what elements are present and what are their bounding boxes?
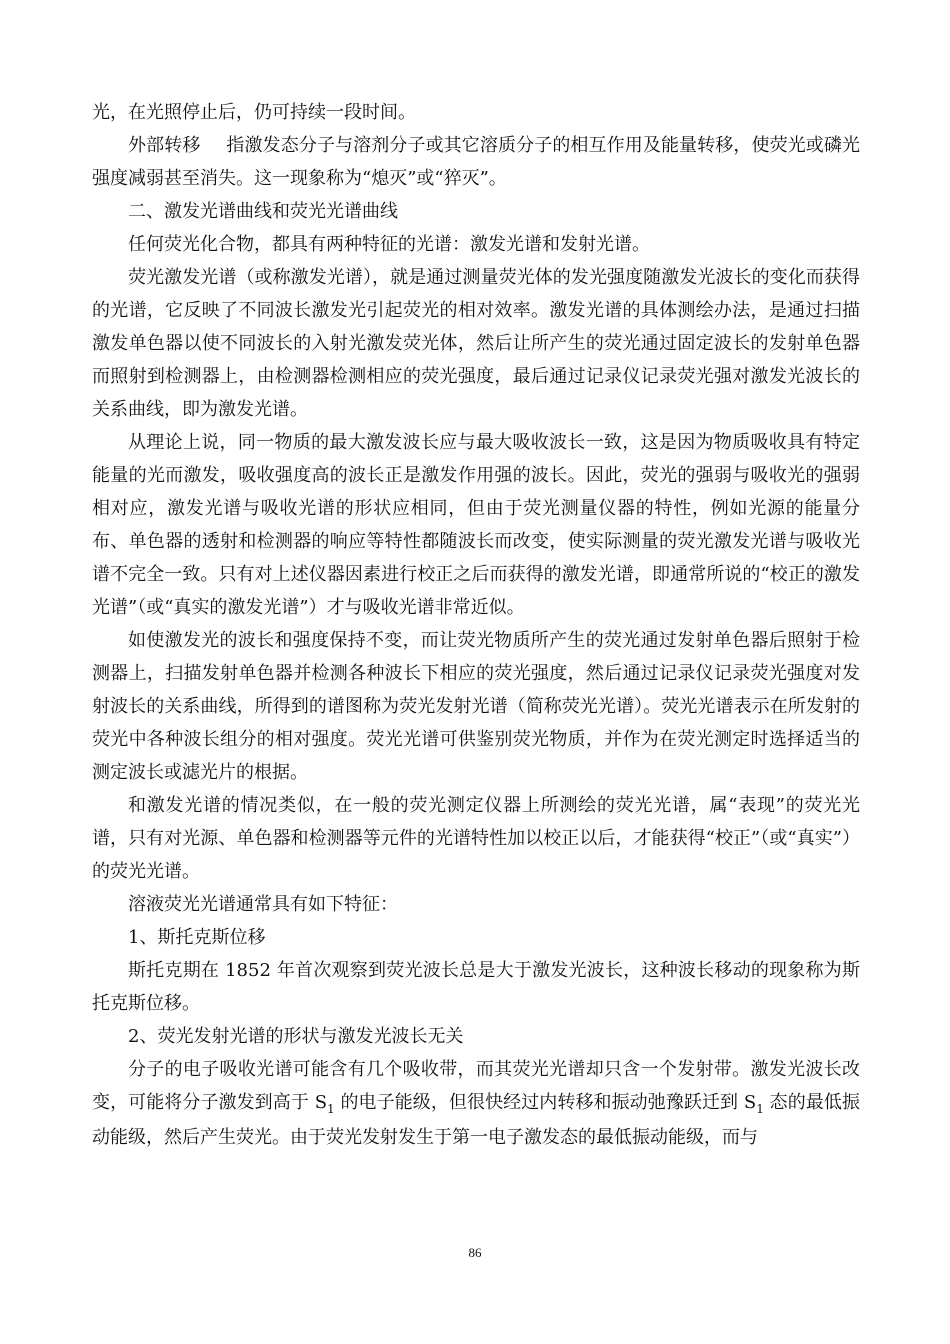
section-heading: 二、激发光谱曲线和荧光光谱曲线 [128, 201, 398, 222]
text-segment: 分子的电子吸收光谱可能含有几个吸收带，而其荧光光谱却只含一个发射带。激发光波长改变，可能将分子激发到高于 S [92, 1059, 860, 1113]
text-segment: 的电子能级，但很快经过内转移和振动弛豫跃迁到 S [334, 1092, 757, 1113]
paragraph: 任何荧光化合物，都具有两种特征的光谱：激发光谱和发射光谱。 [128, 234, 650, 255]
text-segment: 态的最低振动能级，然后产生荧光。由于荧光发射发生于第一电子激发态的最低振动能级，而与 [92, 1092, 860, 1148]
paragraph: 斯托克期在 1852 年首次观察到荧光波长总是大于激发光波长，这种波长移动的现象称为斯托克斯位移。 [92, 960, 860, 1014]
paragraph: 如使激发光的波长和强度保持不变，而让荧光物质所产生的荧光通过发射单色器后照射于检测器上，扫描发射单色器并检测各种波长下相应的荧光强度，然后通过记录仪记录荧光强度对发射波长的关系曲线，所得到的谱图称为荧光发射光谱（简称荧光光谱）。荧光光谱表示在所发射的荧光中各种波长组分的相对强度。荧光光谱可供鉴别荧光物质，并作为在荧光测定时选择适当的测定波长或滤光片的根据。 [92, 630, 860, 783]
subscript: 1 [756, 1102, 764, 1116]
page-number: 86 [468, 1245, 482, 1260]
paragraph-external-transfer [92, 129, 860, 195]
term-definition: 指激发态分子与溶剂分子或其它溶质分子的相互作用及能量转移，使荧光或磷光强度减弱甚至消失。这一现象称为“熄灭”或“猝灭”。 [92, 135, 860, 189]
paragraph: 荧光激发光谱（或称激发光谱），就是通过测量荧光体的发光强度随激发光波长的变化而获得的光谱，它反映了不同波长激发光引起荧光的相对效率。激发光谱的具体测绘办法，是通过扫描激发单色器以使不同波长的入射光激发荧光体，然后让所产生的荧光通过固定波长的发射单色器而照射到检测器上，由检测器检测相应的荧光强度，最后通过记录仪记录荧光强对激发光波长的关系曲线，即为激发光谱。 [92, 267, 860, 420]
paragraph: 和激发光谱的情况类似，在一般的荧光测定仪器上所测绘的荧光光谱，属“表现”的荧光光谱，只有对光源、单色器和检测器等元件的光谱特性加以校正以后，才能获得“校正”（或“真实”）的荧光光谱。 [92, 795, 860, 882]
subheading-emission-shape: 2、荧光发射光谱的形状与激发光波长无关 [128, 1026, 464, 1047]
paragraph-continued: 光，在光照停止后，仍可持续一段时间。 [92, 102, 416, 123]
subheading-stokes-shift: 1、斯托克斯位移 [128, 927, 266, 948]
page-body [92, 96, 860, 1154]
paragraph: 溶液荧光光谱通常具有如下特征： [128, 894, 398, 915]
term-label: 外部转移 [128, 135, 201, 156]
subscript: 1 [327, 1102, 335, 1116]
paragraph: 从理论上说，同一物质的最大激发波长应与最大吸收波长一致，这是因为物质吸收具有特定能量的光而激发，吸收强度高的波长正是激发作用强的波长。因此，荧光的强弱与吸收光的强弱相对应，激发光谱与吸收光谱的形状应相同，但由于荧光测量仪器的特性，例如光源的能量分布、单色器的透射和检测器的响应等特性都随波长而改变，使实际测量的荧光激发光谱与吸收光谱不完全一致。只有对上述仪器因素进行校正之后而获得的激发光谱，即通常所说的“校正的激发光谱”（或“真实的激发光谱”）才与吸收光谱非常近似。 [92, 432, 860, 618]
paragraph-with-subscripts [92, 1053, 860, 1154]
